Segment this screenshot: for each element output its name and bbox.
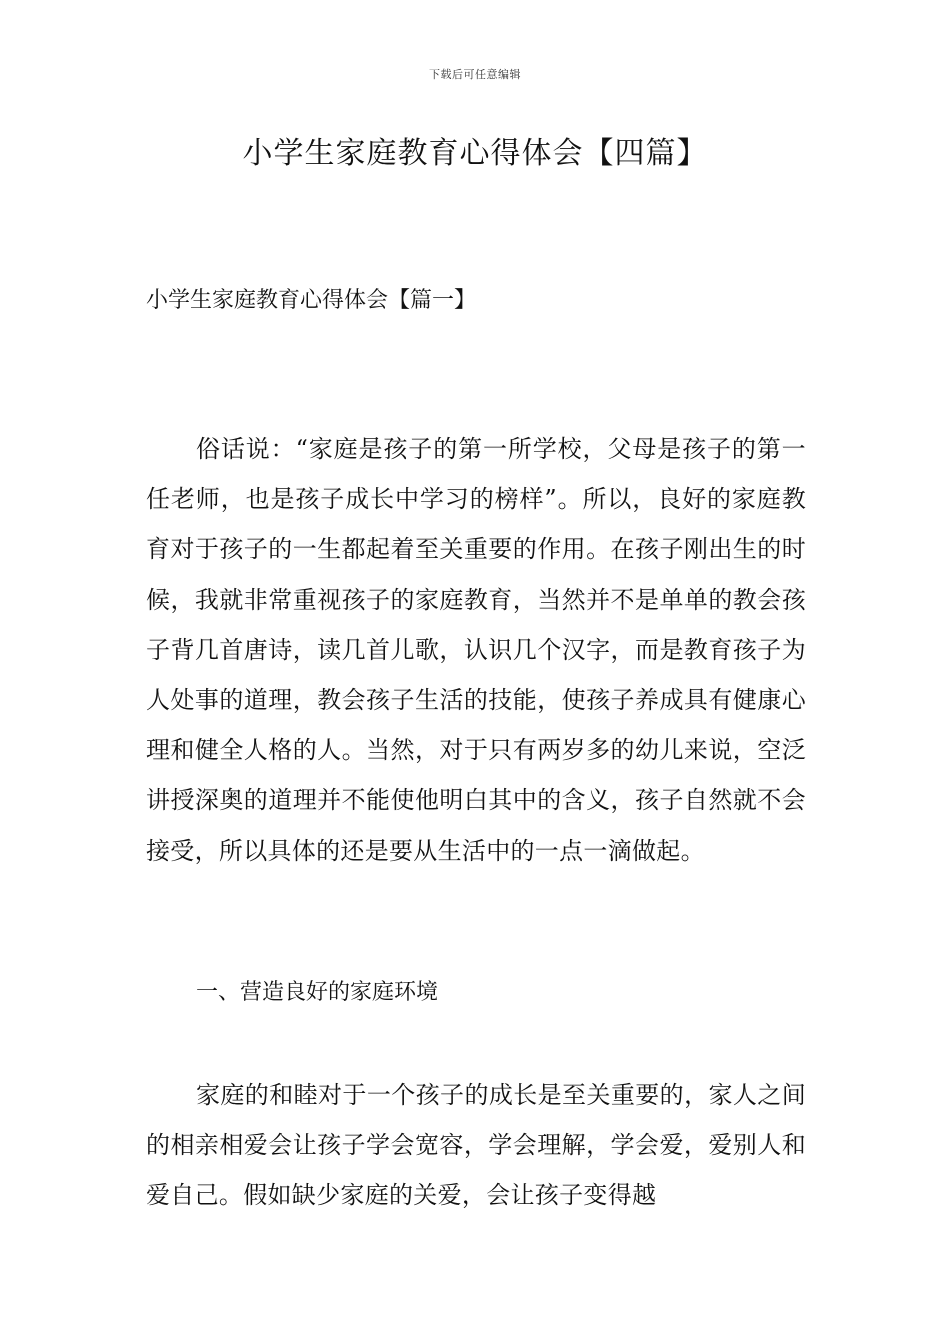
body-paragraph-1: 俗话说：“家庭是孩子的第一所学校，父母是孩子的第一任老师，也是孩子成长中学习的榜样”。所以，良好的家庭教育对于孩子的一生都起着至关重要的作用。在孩子刚出生的时候，我就非常重视孩子的家庭教育，当然并不是单单的教会孩子背几首唐诗，读几首儿歌，认识几个汉字，而是教育孩子为人处事的道理，教会孩子生活的技能，使孩子养成具有健康心理和健全人格的人。当然，对于只有两岁多的幼儿来说，空泛讲授深奥的道理并不能使他明白其中的含义，孩子自然就不会接受，所以具体的还是要从生活中的一点一滴做起。 [146, 435, 806, 865]
header-note: 下载后可任意编辑 [429, 68, 521, 81]
document-title: 小学生家庭教育心得体会【四篇】 [242, 136, 708, 171]
section-heading: 小学生家庭教育心得体会【篇一】 [146, 288, 477, 313]
body-paragraph-2: 家庭的和睦对于一个孩子的成长是至关重要的，家人之间的相亲相爱会让孩子学会宽容，学会理解，学会爱，爱别人和爱自己。假如缺少家庭的关爱，会让孩子变得越 [146, 1081, 806, 1210]
subheading: 一、营造良好的家庭环境 [196, 980, 439, 1005]
